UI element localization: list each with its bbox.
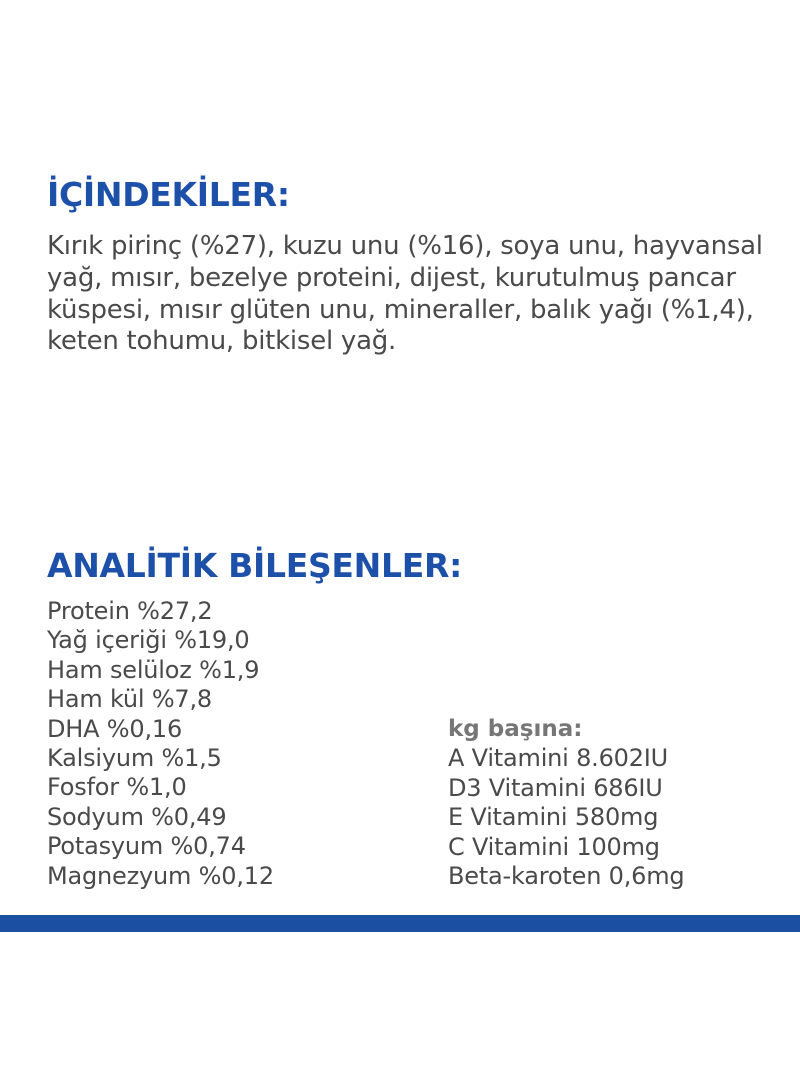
analytic-item-magnesium: Magnezyum %0,12 bbox=[47, 861, 274, 890]
vitamin-e-item: E Vitamini 580mg bbox=[448, 803, 659, 832]
per-kg-title: kg başına: bbox=[448, 716, 583, 742]
analytic-item-crude-fiber: Ham selüloz %1,9 bbox=[47, 655, 260, 684]
ingredients-text: Kırık pirinç (%27), kuzu unu (%16), soya unu, hayvansal yağ, mısır, bezelye proteini, dijest, kurutulmuş pancar küspesi, mısır glüten unu, mineraller, balık yağı (%1,4), keten tohumu, bitkisel yağ. bbox=[47, 231, 763, 357]
analytic-item-dha: DHA %0,16 bbox=[47, 714, 183, 743]
analytic-components-list bbox=[47, 597, 274, 891]
analytic-item-protein: Protein %27,2 bbox=[47, 597, 213, 625]
ingredients-heading: İÇİNDEKİLER: bbox=[47, 175, 290, 214]
analytic-components-heading: ANALİTİK BİLEŞENLER: bbox=[47, 546, 462, 585]
per-kg-list bbox=[448, 744, 684, 891]
vitamin-c-item: C Vitamini 100mg bbox=[448, 832, 660, 861]
bottom-color-band bbox=[0, 915, 800, 932]
analytic-item-sodium: Sodyum %0,49 bbox=[47, 802, 227, 831]
analytic-item-phosphorus: Fosfor %1,0 bbox=[47, 773, 187, 802]
per-kg-section bbox=[448, 715, 684, 891]
vitamin-d3-item: D3 Vitamini 686IU bbox=[448, 773, 663, 802]
analytic-item-potassium: Potasyum %0,74 bbox=[47, 832, 246, 861]
analytic-item-crude-ash: Ham kül %7,8 bbox=[47, 685, 213, 714]
vitamin-a-item: A Vitamini 8.602IU bbox=[448, 744, 669, 773]
analytic-item-calcium: Kalsiyum %1,5 bbox=[47, 743, 222, 772]
analytic-item-fat: Yağ içeriği %19,0 bbox=[47, 626, 250, 655]
beta-carotene-item: Beta-karoten 0,6mg bbox=[448, 861, 685, 890]
